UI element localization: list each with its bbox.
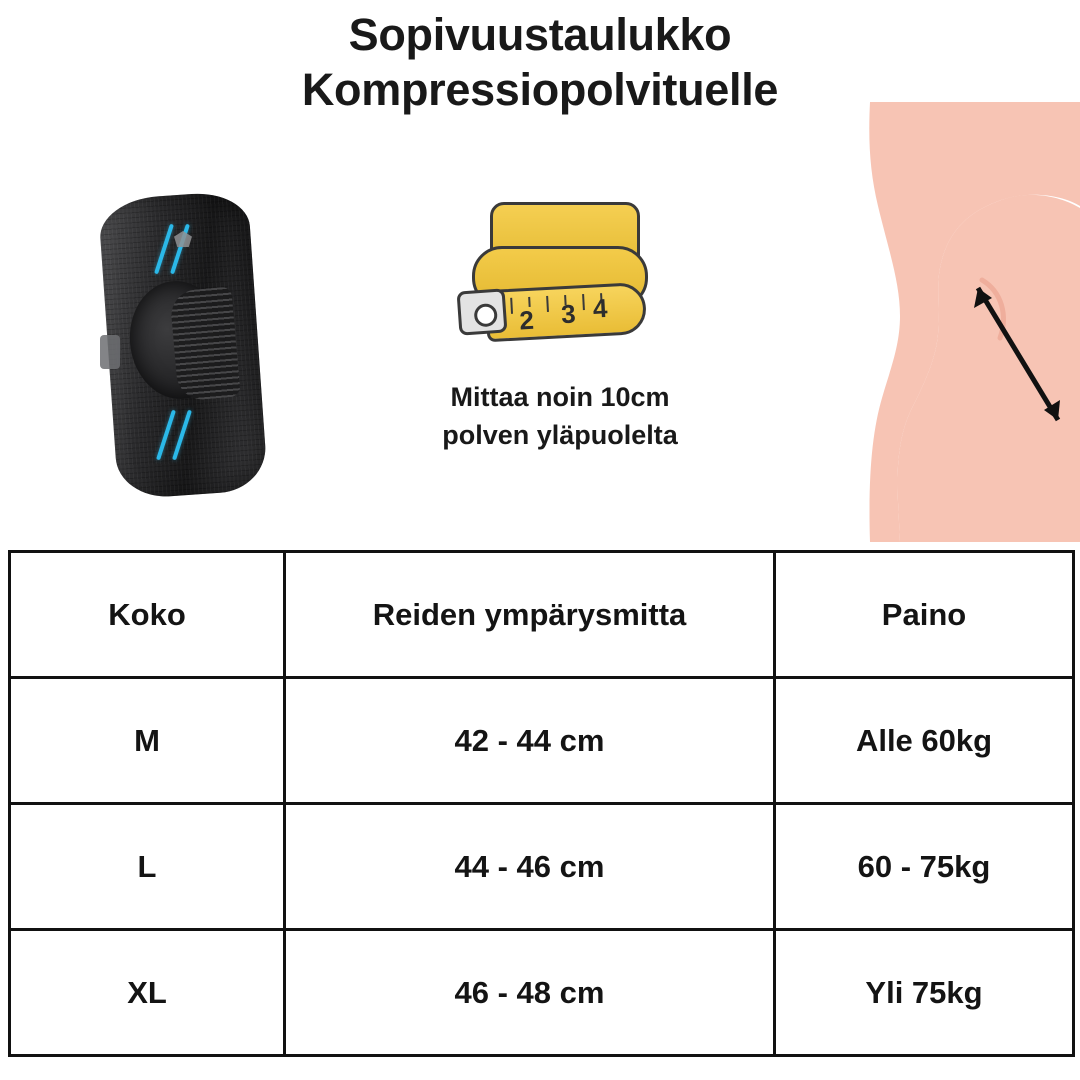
cell-weight: 60 - 75kg: [775, 804, 1074, 930]
table-row: [10, 930, 1074, 1056]
title-line-2: Kompressiopolvituelle: [301, 63, 779, 115]
table-header-row: [10, 552, 1074, 678]
cell-size: XL: [10, 930, 285, 1056]
column-header-circumference: Reiden ympärysmitta: [285, 552, 775, 678]
measure-instruction-line-2: polven yläpuolelta: [442, 420, 678, 451]
illustration-row: [0, 150, 1080, 550]
tape-number: 3: [560, 298, 577, 330]
cell-circumference: 42 - 44 cm: [285, 678, 775, 804]
cell-size: L: [10, 804, 285, 930]
tape-number: 2: [518, 304, 535, 336]
size-table: [8, 550, 1075, 1057]
size-table-wrapper: [8, 550, 1072, 1057]
cell-weight: Alle 60kg: [775, 678, 1074, 804]
tape-strip: [485, 282, 648, 342]
title-line-1: Sopivuustaulukko: [348, 9, 732, 60]
sleeve-side-patch: [100, 335, 120, 369]
cell-size: M: [10, 678, 285, 804]
column-header-size: Koko: [10, 552, 285, 678]
leg-diagram: [750, 102, 1080, 542]
measuring-tape-icon: [450, 190, 680, 390]
tape-end-clip: [457, 288, 508, 335]
column-header-weight: Paino: [775, 552, 1074, 678]
cell-weight: Yli 75kg: [775, 930, 1074, 1056]
measure-instruction: [370, 378, 750, 455]
knee-sleeve-image: [78, 185, 358, 515]
cell-circumference: 46 - 48 cm: [285, 930, 775, 1056]
cell-circumference: 44 - 46 cm: [285, 804, 775, 930]
table-row: [10, 678, 1074, 804]
table-row: [10, 804, 1074, 930]
tape-number: 4: [592, 292, 609, 324]
measure-instruction-line-1: Mittaa noin 10cm: [450, 382, 670, 412]
leg-diagram-svg: [750, 102, 1080, 542]
sleeve-ribbed-texture: [169, 287, 240, 402]
